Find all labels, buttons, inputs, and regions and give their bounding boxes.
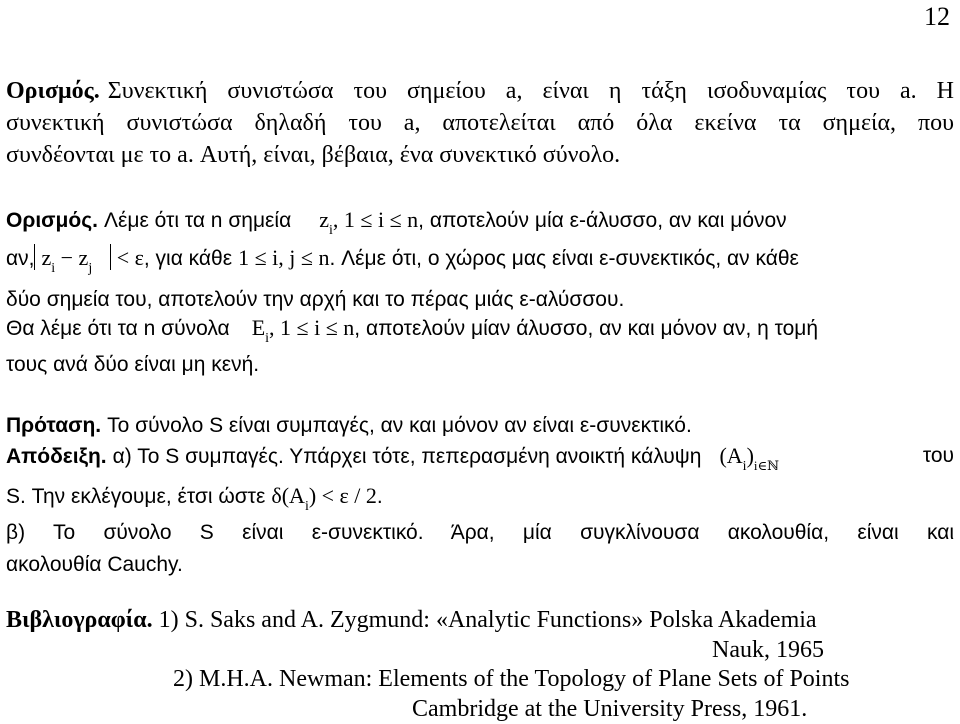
proof-delta-sub: i (304, 499, 309, 514)
def2-line5: τους ανά δύο είναι μη κενή. (6, 353, 260, 376)
proof-l1-b: του (922, 444, 954, 467)
def1-line1 (6, 76, 954, 106)
proof-delta: δ(A (271, 483, 305, 508)
proof-line4: ακολουθία Cauchy. (6, 553, 183, 576)
bibliography-line1 (6, 605, 817, 635)
proof-l2-end: . (376, 485, 383, 508)
ref2-a: 2) M.H.A. Newman: Elements of the Topology of Plane Sets of Points (173, 666, 850, 692)
def2-l1-b: , αποτελούν μία ε-άλυσσο, αν και μόνον (418, 209, 787, 232)
prop-label: Πρόταση. (6, 414, 102, 437)
def2-E-sub: i (265, 331, 270, 346)
def2-cond1: , 1 ≤ i ≤ n (332, 207, 419, 232)
def1-text-1: Συνεκτική συνιστώσα του σημείου a, είναι η τάξη ισοδυναμίας του a. Η (107, 78, 954, 104)
proof-cover-sub: i (742, 459, 747, 474)
proof-label: Απόδειξη. (6, 445, 107, 468)
def2-l2-a: αν, (6, 247, 35, 270)
def2-zi-sub: i (51, 261, 56, 276)
def2-line3: δύο σημεία του, αποτελούν την αρχή και το πέρας μιάς ε-αλύσσου. (6, 288, 625, 311)
def2-l4-a: Θα λέμε ότι τα n σύνολα (6, 317, 230, 340)
def2-cond3: , 1 ≤ i ≤ n (269, 315, 355, 340)
def2-line1 (6, 205, 787, 239)
proof-cover-index: i∈ℕ (753, 458, 780, 473)
def2-lt-eps: < ε (111, 245, 144, 270)
ref1-b: Nauk, 1965 (712, 637, 824, 663)
def2-z: z (319, 207, 329, 232)
ref1-a: 1) S. Saks and A. Zygmund: «Analytic Functions» Polska Akademia (158, 607, 817, 633)
def2-line4 (6, 313, 818, 347)
proof-l1-a: α) Το S συμπαγές. Υπάρχει τότε, πεπερασμένη ανοικτή κάλυψη (112, 445, 702, 468)
def1-line3: συνδέονται με το a. Αυτή, είναι, βέβαια, ένα συνεκτικό σύνολο. (6, 142, 621, 168)
proof-line2 (6, 481, 383, 515)
proof-cover-close: ) (746, 443, 754, 468)
page-number: 12 (924, 2, 950, 31)
def1-line2: συνεκτική συνιστώσα δηλαδή του a, αποτελείται από όλα εκείνα τα σημεία, που (6, 110, 954, 136)
def2-l4-b: , αποτελούν μίαν άλυσσο, αν και μόνον αν, η τομή (354, 317, 819, 340)
def2-cond2: 1 ≤ i, j ≤ n (238, 245, 330, 270)
prop-text: Το σύνολο S είναι συμπαγές, αν και μόνον αν είναι ε-συνεκτικό. (107, 414, 692, 437)
def2-zi: z (41, 245, 52, 270)
abs-bar-left (34, 244, 35, 270)
proof-line3: β) Το σύνολο S είναι ε-συνεκτικό. Άρα, μία συγκλίνουσα ακολουθία, είναι και (6, 521, 954, 544)
ref2-b: Cambridge at the University Press, 1961. (412, 696, 808, 722)
def2-zj-sub: j (88, 261, 93, 276)
def2-E: E (251, 315, 266, 340)
proof-cover: (A (719, 443, 743, 468)
def2-l2-c: . Λέμε ότι, ο χώρος μας είναι ε-συνεκτικός, αν κάθε (329, 247, 799, 270)
proof-line1 (6, 441, 954, 475)
def2-label: Ορισμός. (6, 209, 98, 232)
proposition (6, 410, 692, 441)
def2-l2-b: , για κάθε (143, 247, 233, 270)
def2-l1-a: Λέμε ότι τα n σημεία (103, 209, 292, 232)
def1-label: Ορισμός. (6, 78, 100, 104)
def2-z-sub: i (329, 223, 333, 238)
proof-l2-a: S. Την εκλέγουμε, έτσι ώστε (6, 485, 266, 508)
def2-minus-zj: − z (55, 245, 89, 270)
bibliography-label: Βιβλιογραφία. (6, 607, 153, 633)
def2-line2 (6, 243, 799, 277)
proof-delta-rest: ) < ε / 2 (308, 483, 377, 508)
